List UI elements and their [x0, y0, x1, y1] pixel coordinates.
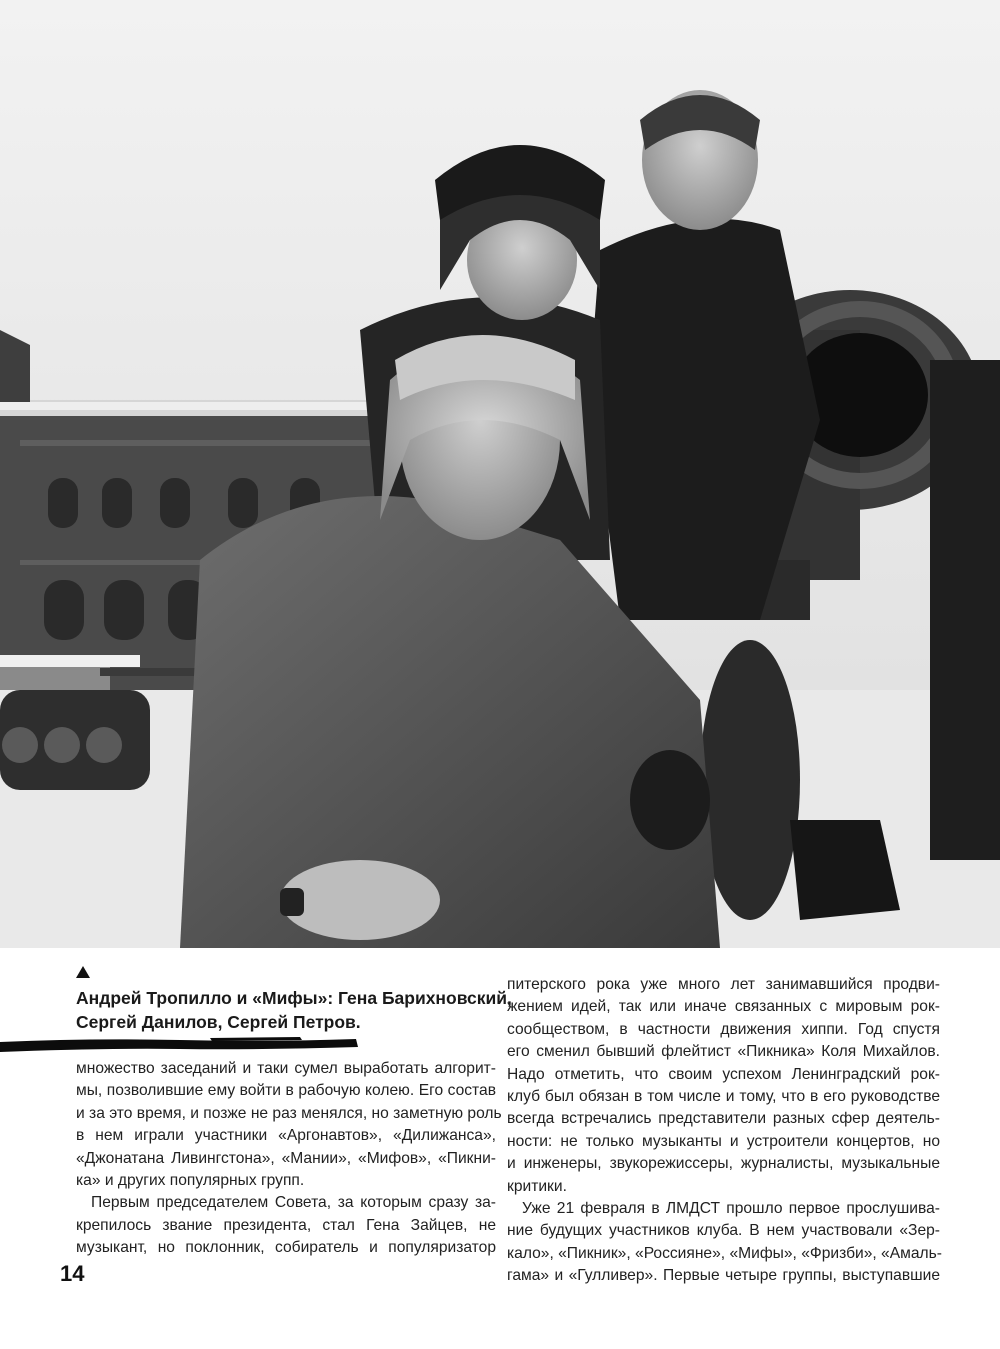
body-text-left-column [76, 1058, 502, 1260]
text-line: мы, позволившие ему войти в рабочую колею. Его состав [76, 1082, 496, 1100]
text-line: и инженеры, звукорежиссеры, журналисты, музыкальные [507, 1155, 940, 1173]
text-line: Надо отметить, что своим успехом Ленинградский рок- [507, 1065, 940, 1083]
text-line: жением идей, так или иначе связанных с мировым рок- [507, 998, 940, 1016]
brush-stroke-divider [0, 1034, 360, 1056]
text-line: музыкант, но поклонник, собиратель и популяризатор [76, 1239, 496, 1257]
photo-caption [76, 986, 512, 1034]
text-line: всегда встречались представители разных сфер деятель- [507, 1110, 940, 1128]
text-line: кало», «Пикник», «Россияне», «Мифы», «Фризби», «Амаль- [507, 1244, 942, 1262]
text-line: его сменил бывший флейтист «Пикника» Коля Михайлов. [507, 1043, 940, 1061]
text-line: ние будущих участников клуба. В нем участвовали «Зер- [507, 1222, 940, 1240]
text-line: множество заседаний и таки сумел выработать алгорит- [76, 1060, 496, 1077]
text-line: гама» и «Гулливер». Первые четыре группы, выступавшие [507, 1267, 940, 1285]
text-line: критики. [507, 1177, 567, 1195]
caption-marker-icon [76, 966, 90, 978]
page-number: 14 [60, 1261, 85, 1286]
text-line: крепилось звание президента, стал Гена Зайцев, не [76, 1216, 496, 1234]
text-line: ка» и других популярных групп. [76, 1172, 305, 1190]
text-line: питерского рока уже много лет занимавшийся продви- [507, 976, 940, 993]
text-line: в нем играли участники «Аргонавтов», «Дилижанса», [76, 1127, 496, 1145]
caption-line: Сергей Данилов, Сергей Петров. [76, 1012, 361, 1032]
text-line: «Джонатана Ливингстона», «Мании», «Мифов», «Пикни- [76, 1149, 496, 1167]
text-line: и за это время, и позже не раз менялся, но заметную роль [76, 1104, 502, 1122]
text-line: сообществом, в частности движения хиппи. Год спустя [507, 1020, 940, 1038]
text-line: ности: не только музыканты и устроители концертов, но [507, 1132, 940, 1150]
body-text-right-column [507, 974, 940, 1288]
text-line: Первым председателем Совета, за которым сразу за- [91, 1194, 496, 1212]
text-line: Уже 21 февраля в ЛМДСТ прошло первое прослушива- [522, 1200, 940, 1218]
caption-line: Андрей Тропилло и «Мифы»: Гена Барихновский, [76, 988, 512, 1008]
text-line: клуб был обязан в том числе и тому, что в его руководстве [507, 1088, 940, 1106]
